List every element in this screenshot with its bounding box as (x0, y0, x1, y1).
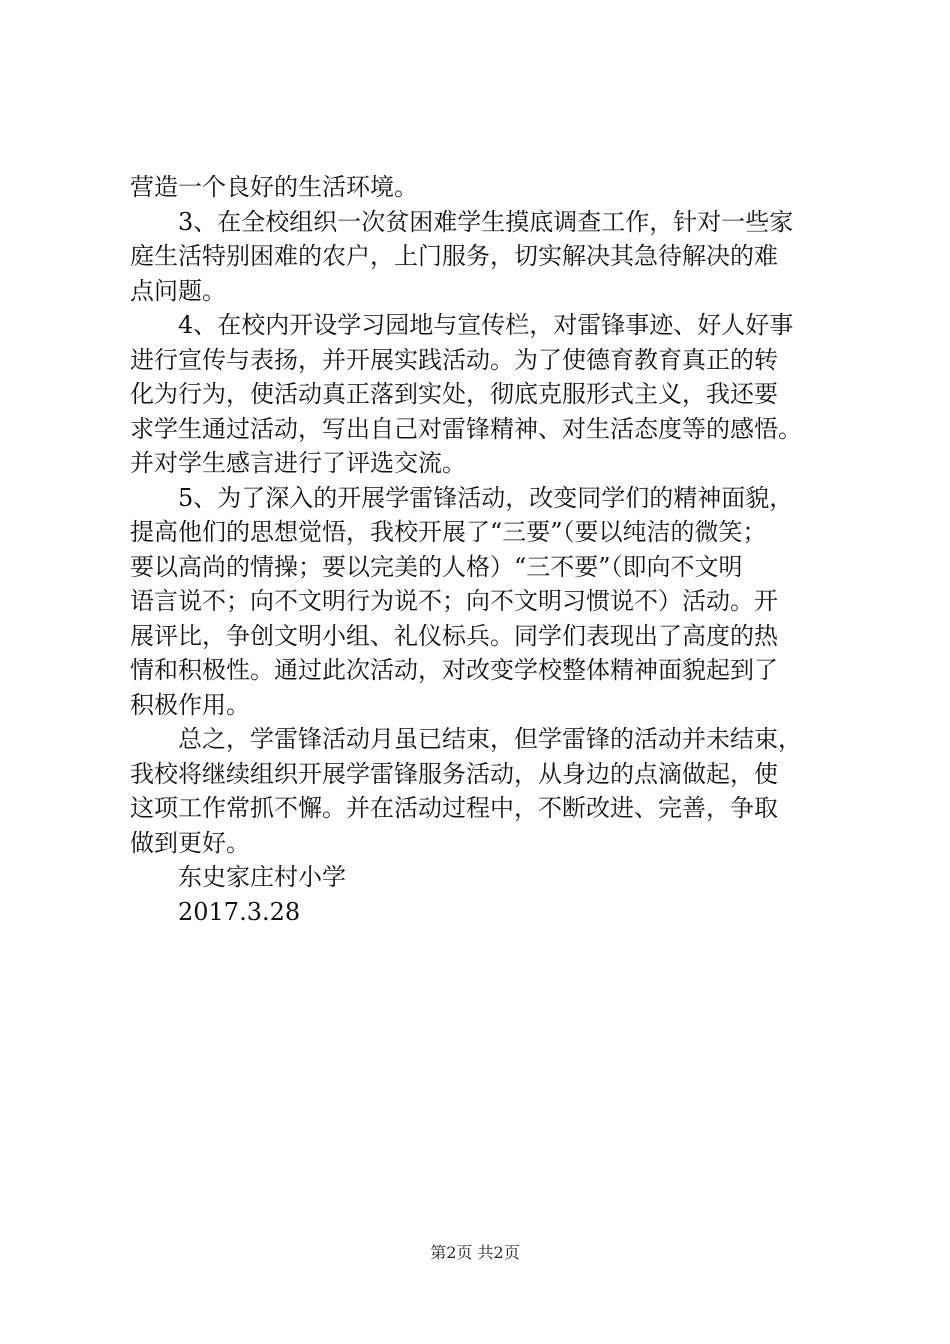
text-line: 4、在校内开设学习园地与宣传栏，对雷锋事迹、好人好事 (178, 311, 794, 339)
text-line: 总之，学雷锋活动月虽已结束，但学雷锋的活动并未结束， (178, 725, 802, 753)
text-line: 3、在全校组织一次贫困难学生摸底调查工作，针对一些家 (178, 207, 794, 236)
document-body (130, 170, 830, 929)
text-line: 点问题。 (130, 276, 226, 305)
text-line: 我校将继续组织开展学雷锋服务活动，从身边的点滴做起，使 (130, 759, 778, 788)
text-line: 提高他们的思想觉悟，我校开展了“三要”（要以纯洁的微笑； (130, 518, 767, 546)
text-line: 进行宣传与表扬，并开展实践活动。为了使德育教育真正的转 (130, 345, 778, 374)
text-line: 情和积极性。通过此次活动，对改变学校整体精神面貌起到了 (130, 656, 778, 684)
text-line: 要以高尚的情操；要以完美的人格）“三不要”（即向不文明 (130, 552, 743, 581)
text-line: 求学生通过活动，写出自己对雷锋精神、对生活态度等的感悟。 (130, 414, 802, 443)
signature-school-name: 东史家庄村小学 (178, 863, 346, 891)
text-line: 5、为了深入的开展学雷锋活动，改变同学们的精神面貌， (178, 483, 794, 512)
text-line: 做到更好。 (130, 828, 250, 857)
text-line: 并对学生感言进行了评选交流。 (130, 449, 466, 477)
text-line: 营造一个良好的生活环境。 (130, 173, 418, 201)
signature-date: 2017.3.28 (178, 897, 301, 926)
text-line: 展评比，争创文明小组、礼仪标兵。同学们表现出了高度的热 (130, 621, 778, 650)
text-line: 化为行为，使活动真正落到实处，彻底克服形式主义，我还要 (130, 380, 778, 408)
text-line: 这项工作常抓不懈。并在活动过程中，不断改进、完善，争取 (130, 794, 778, 822)
text-line: 积极作用。 (130, 690, 250, 719)
text-line: 语言说不；向不文明行为说不；向不文明习惯说不）活动。开 (130, 587, 778, 615)
page-number-footer: 第2页 共2页 (430, 1243, 520, 1262)
text-line: 庭生活特别困难的农户，上门服务，切实解决其急待解决的难 (130, 242, 778, 270)
